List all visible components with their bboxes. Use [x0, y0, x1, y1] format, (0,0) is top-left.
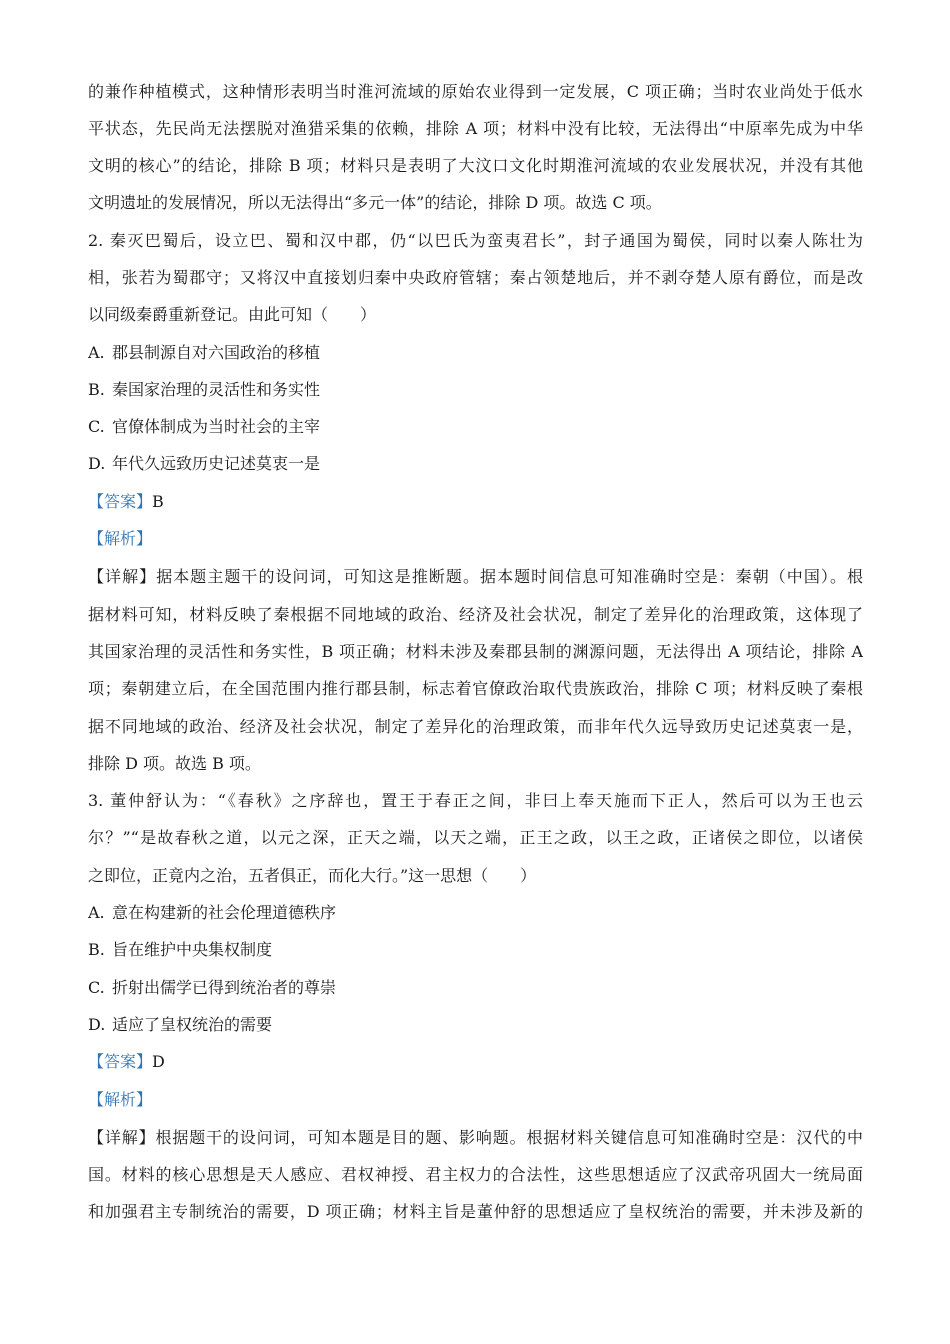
option-text: 年代久远致历史记述莫衷一是	[112, 454, 321, 473]
q3-stem-line: 尔？”“是故春秋之道，以元之深，正天之端，以天之端，正王之政，以王之政，正诸侯之即位，以诸侯	[88, 828, 863, 847]
q3-detail-line	[88, 1126, 863, 1150]
option-text: 秦国家治理的灵活性和务实性	[112, 380, 321, 399]
q3-option-c	[88, 976, 863, 1000]
option-text: 意在构建新的社会伦理道德秩序	[112, 903, 337, 922]
q3-answer	[88, 1050, 863, 1074]
q2-option-b	[88, 378, 863, 402]
q2-detail-line: 据材料可知，材料反映了秦根据不同地域的政治、经济及社会状况，制定了差异化的治理政策，这体现了	[88, 605, 863, 624]
answer-label: 【答案】	[88, 1052, 153, 1071]
q2-detail-line: 排除 D 项。故选 B 项。	[88, 754, 261, 773]
q2-stem-line: 相，张若为蜀郡守；又将汉中直接划归秦中央政府管辖；秦占领楚地后，并不剥夺楚人原有爵位，而是改	[88, 268, 863, 287]
q2-detail-line: 项；秦朝建立后，在全国范围内推行郡县制，标志着官僚政治取代贵族政治，排除 C 项；材料反映了秦根	[88, 679, 863, 698]
q2-detail-line	[88, 565, 863, 589]
detail-text: 根据题干的设问词，可知本题是目的题、影响题。根据材料关键信息可知准确时空是：汉代的中	[155, 1128, 863, 1147]
detail-label: 【详解】	[88, 567, 157, 586]
q2-stem-line: 2. 秦灭巴蜀后，设立巴、蜀和汉中郡，仍“以巴氏为蛮夷君长”，封子通国为蜀侯，同时以秦人陈壮为	[88, 231, 863, 250]
q1-explanation-line: 平状态，先民尚无法摆脱对渔猎采集的依赖，排除 A 项；材料中没有比较，无法得出“中原率先成为中华	[88, 119, 863, 138]
option-letter: A.	[88, 903, 105, 922]
option-text: 官僚体制成为当时社会的主宰	[112, 417, 321, 436]
detail-label: 【详解】	[88, 1128, 156, 1147]
q1-explanation-line: 的兼作种植模式，这种情形表明当时淮河流域的原始农业得到一定发展，C 项正确；当时农业尚处于低水	[88, 82, 863, 101]
q2-option-c	[88, 415, 863, 439]
option-text: 折射出儒学已得到统治者的尊崇	[112, 978, 337, 997]
answer-label: 【答案】	[88, 492, 153, 511]
q2-detail-line: 其国家治理的灵活性和务实性，B 项正确；材料未涉及秦郡县制的渊源问题，无法得出 A 项结论，排除 A	[88, 642, 863, 661]
option-letter: D.	[88, 454, 106, 473]
answer-value: D	[152, 1052, 165, 1071]
q1-explanation-line: 文明遗址的发展情况，所以无法得出“多元一体”的结论，排除 D 项。故选 C 项。	[88, 193, 662, 212]
q2-detail-line: 据不同地域的政治、经济及社会状况，制定了差异化的治理政策，而非年代久远导致历史记述莫衷一是，	[88, 717, 863, 736]
q2-stem-line: 以同级秦爵重新登记。由此可知（ ）	[88, 305, 377, 324]
q3-detail-line: 和加强君主专制统治的需要，D 项正确；材料主旨是董仲舒的思想适应了皇权统治的需要，并未涉及新的	[88, 1202, 863, 1221]
option-letter: C.	[88, 978, 105, 997]
option-text: 旨在维护中央集权制度	[112, 940, 273, 959]
q2-option-d	[88, 452, 863, 476]
answer-value: B	[152, 492, 164, 511]
q3-option-a	[88, 901, 863, 925]
q3-stem-line: 之即位，正竟内之治，五者俱正，而化大行。”这一思想（ ）	[88, 866, 537, 885]
option-letter: D.	[88, 1015, 106, 1034]
option-text: 适应了皇权统治的需要	[112, 1015, 273, 1034]
option-letter: B.	[88, 940, 105, 959]
q3-analysis-label: 【解析】	[88, 1090, 153, 1109]
option-letter: C.	[88, 417, 105, 436]
q3-option-b	[88, 938, 863, 962]
q2-analysis-label: 【解析】	[88, 529, 153, 548]
option-letter: A.	[88, 343, 105, 362]
q3-stem-line: 3. 董仲舒认为：“《春秋》之序辞也，置王于春正之间，非曰上奉天施而下正人，然后可以为王也云	[88, 791, 863, 810]
q3-detail-line: 国。材料的核心思想是天人感应、君权神授、君主权力的合法性，这些思想适应了汉武帝巩固大一统局面	[88, 1165, 863, 1184]
q3-option-d	[88, 1013, 863, 1037]
q2-answer	[88, 490, 863, 514]
q2-option-a	[88, 341, 863, 365]
detail-text: 据本题主题干的设问词，可知这是推断题。据本题时间信息可知准确时空是：秦朝（中国）。根	[156, 567, 863, 586]
q1-explanation-line: 文明的核心”的结论，排除 B 项；材料只是表明了大汶口文化时期淮河流域的农业发展状况，并没有其他	[88, 156, 863, 175]
option-text: 郡县制源自对六国政治的移植	[112, 343, 321, 362]
option-letter: B.	[88, 380, 105, 399]
